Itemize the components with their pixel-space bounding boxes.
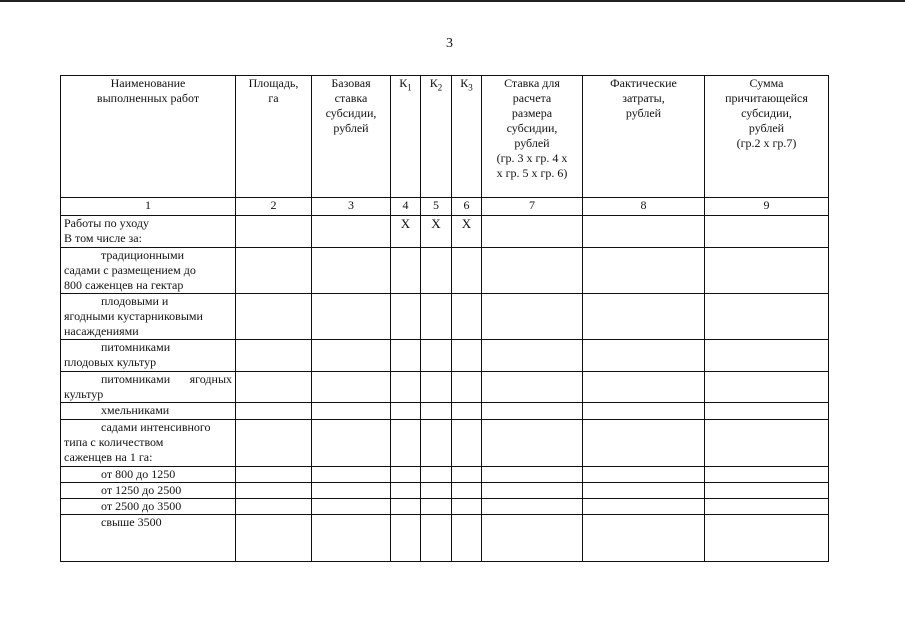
base-rate-cell (312, 403, 391, 420)
base-rate-cell (312, 372, 391, 403)
k3-cell (452, 248, 482, 294)
k2-cell (421, 403, 452, 420)
subsidy-sum-cell (705, 403, 829, 420)
rate-calc-cell (482, 372, 583, 403)
header-subsidy-sum: Сумма причитающейся субсидии, рублей (гр.2 х гр.7) (705, 76, 829, 198)
table-row (61, 420, 829, 467)
rate-calc-cell (482, 420, 583, 467)
column-number: 9 (705, 198, 829, 216)
k1-cell (391, 467, 421, 483)
rate-calc-cell (482, 403, 583, 420)
actual-costs-cell (583, 403, 705, 420)
header-base-rate: Базовая ставка субсидии, рублей (312, 76, 391, 198)
k1-cell (391, 515, 421, 562)
actual-costs-cell (583, 515, 705, 562)
k3-cell (452, 403, 482, 420)
header-actual-costs: Фактические затраты, рублей (583, 76, 705, 198)
column-number: 1 (61, 198, 236, 216)
base-rate-cell (312, 467, 391, 483)
subsidy-sum-cell (705, 216, 829, 248)
base-rate-cell (312, 248, 391, 294)
base-rate-cell (312, 515, 391, 562)
column-number: 8 (583, 198, 705, 216)
k2-cell (421, 515, 452, 562)
k1-cell (391, 294, 421, 340)
column-number: 7 (482, 198, 583, 216)
subsidy-table (60, 75, 829, 562)
area-cell (236, 372, 312, 403)
actual-costs-cell (583, 420, 705, 467)
area-cell (236, 403, 312, 420)
actual-costs-cell (583, 294, 705, 340)
header-k2: $К_2$ (421, 76, 452, 198)
column-numbers-row (61, 198, 829, 216)
area-cell (236, 499, 312, 515)
k1-cell (391, 372, 421, 403)
top-border-line (0, 0, 905, 2)
base-rate-cell (312, 294, 391, 340)
k1-cell (391, 499, 421, 515)
k3-cell (452, 515, 482, 562)
k2-cell (421, 294, 452, 340)
header-k1: $К_1$ (391, 76, 421, 198)
work-name-cell: садами интенсивного типа с количеством саженцев на 1 га: (61, 420, 236, 467)
subsidy-sum-cell (705, 420, 829, 467)
column-number: 3 (312, 198, 391, 216)
k1-cell (391, 420, 421, 467)
header-rate-calc: Ставка для расчета размера субсидии, рублей (гр. 3 х гр. 4 х х гр. 5 х гр. 6) (482, 76, 583, 198)
k2-cell (421, 248, 452, 294)
work-name-cell: питомниками ягодных культур (61, 372, 236, 403)
base-rate-cell (312, 483, 391, 499)
subsidy-sum-cell (705, 467, 829, 483)
header-k3: $К_3$ (452, 76, 482, 198)
work-name-cell: традиционными садами с размещением до 800 саженцев на гектар (61, 248, 236, 294)
k1-cell: Х (391, 216, 421, 248)
k2-cell (421, 372, 452, 403)
k2-cell (421, 340, 452, 372)
work-name-cell: от 800 до 1250 (61, 467, 236, 483)
table-row (61, 340, 829, 372)
k3-cell (452, 499, 482, 515)
rate-calc-cell (482, 515, 583, 562)
k1-cell (391, 403, 421, 420)
header-work-name: Наименование выполненных работ (61, 76, 236, 198)
k3-cell (452, 467, 482, 483)
subsidy-sum-cell (705, 483, 829, 499)
table-row (61, 467, 829, 483)
column-number: 6 (452, 198, 482, 216)
rate-calc-cell (482, 294, 583, 340)
work-name-cell: питомниками плодовых культур (61, 340, 236, 372)
page-number: 3 (446, 36, 453, 51)
rate-calc-cell (482, 340, 583, 372)
table-row (61, 216, 829, 248)
k3-cell (452, 294, 482, 340)
base-rate-cell (312, 340, 391, 372)
work-name-cell: хмельниками (61, 403, 236, 420)
subsidy-sum-cell (705, 248, 829, 294)
k3-cell: Х (452, 216, 482, 248)
table-row (61, 515, 829, 562)
area-cell (236, 483, 312, 499)
k2-cell (421, 420, 452, 467)
k2-cell (421, 467, 452, 483)
k1-cell (391, 340, 421, 372)
base-rate-cell (312, 216, 391, 248)
k3-cell (452, 420, 482, 467)
work-name-cell: от 1250 до 2500 (61, 483, 236, 499)
subsidy-sum-cell (705, 294, 829, 340)
area-cell (236, 294, 312, 340)
actual-costs-cell (583, 216, 705, 248)
column-number: 4 (391, 198, 421, 216)
actual-costs-cell (583, 467, 705, 483)
table-row (61, 294, 829, 340)
subsidy-sum-cell (705, 372, 829, 403)
work-name-cell: от 2500 до 3500 (61, 499, 236, 515)
area-cell (236, 467, 312, 483)
actual-costs-cell (583, 340, 705, 372)
actual-costs-cell (583, 372, 705, 403)
work-name-cell: свыше 3500 (61, 515, 236, 562)
k2-cell: Х (421, 216, 452, 248)
work-name-cell: Работы по уходу В том числе за: (61, 216, 236, 248)
actual-costs-cell (583, 499, 705, 515)
table-row (61, 403, 829, 420)
rate-calc-cell (482, 483, 583, 499)
actual-costs-cell (583, 248, 705, 294)
rate-calc-cell (482, 216, 583, 248)
base-rate-cell (312, 420, 391, 467)
rate-calc-cell (482, 467, 583, 483)
subsidy-sum-cell (705, 340, 829, 372)
subsidy-sum-cell (705, 499, 829, 515)
work-name-cell: плодовыми и ягодными кустарниковыми насаждениями (61, 294, 236, 340)
header-area: Площадь, га (236, 76, 312, 198)
k3-cell (452, 483, 482, 499)
base-rate-cell (312, 499, 391, 515)
area-cell (236, 248, 312, 294)
column-number: 5 (421, 198, 452, 216)
area-cell (236, 515, 312, 562)
table-row (61, 483, 829, 499)
k2-cell (421, 499, 452, 515)
table-row (61, 372, 829, 403)
rate-calc-cell (482, 248, 583, 294)
k1-cell (391, 248, 421, 294)
area-cell (236, 340, 312, 372)
k3-cell (452, 340, 482, 372)
subsidy-sum-cell (705, 515, 829, 562)
area-cell (236, 420, 312, 467)
column-number: 2 (236, 198, 312, 216)
k1-cell (391, 483, 421, 499)
area-cell (236, 216, 312, 248)
rate-calc-cell (482, 499, 583, 515)
header-row (61, 76, 829, 198)
k3-cell (452, 372, 482, 403)
actual-costs-cell (583, 483, 705, 499)
table-row (61, 499, 829, 515)
table-row (61, 248, 829, 294)
k2-cell (421, 483, 452, 499)
